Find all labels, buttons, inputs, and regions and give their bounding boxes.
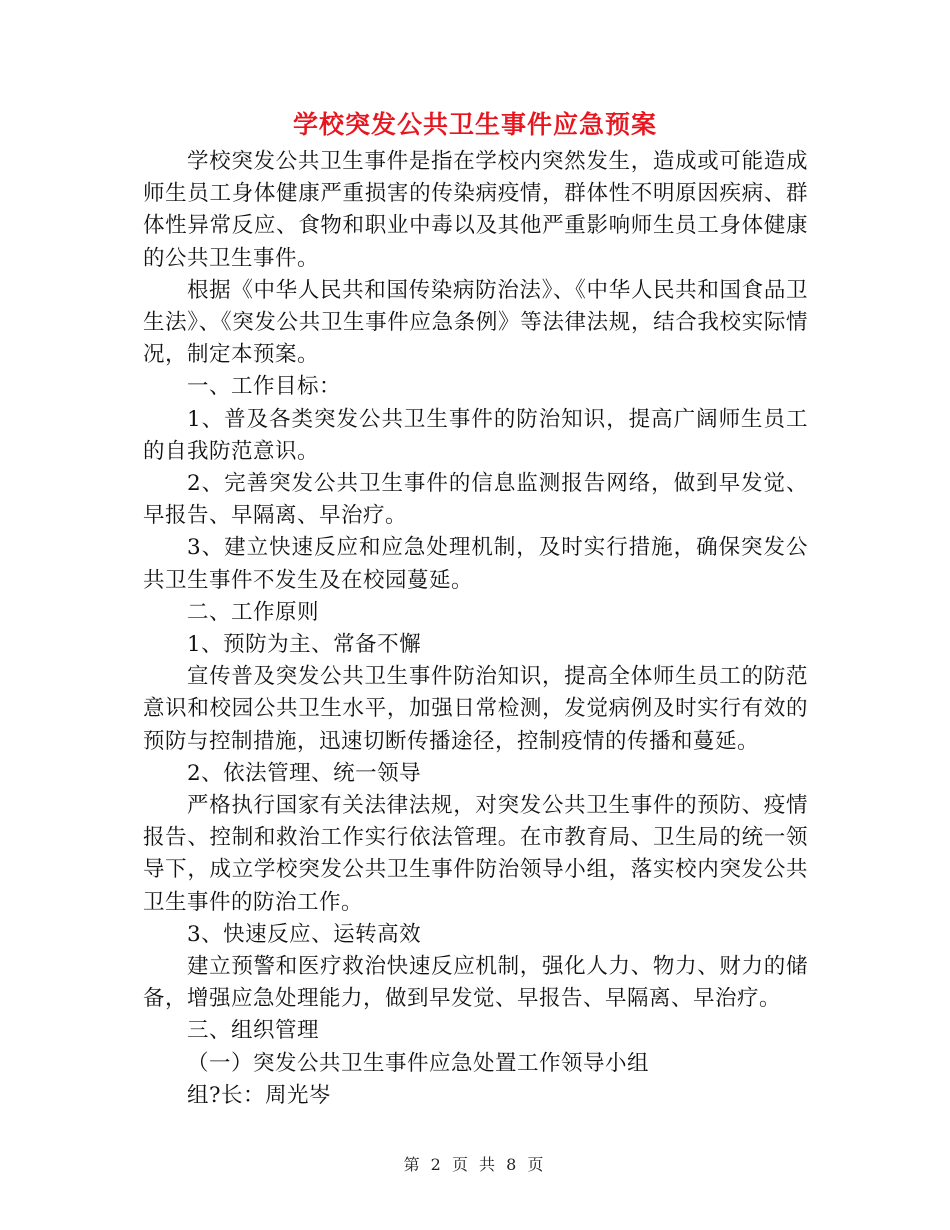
subheading-leadership-group: （一）突发公共卫生事件应急处置工作领导小组 — [187, 1050, 650, 1076]
document-body — [143, 146, 808, 1112]
paragraph-group-leader: 组?长：周光岑 — [187, 1082, 332, 1108]
paragraph-goal-2: 2、完善突发公共卫生事件的信息监测报告网络，做到早发觉、早报告、早隔离、早治疗。 — [143, 471, 808, 529]
paragraph-goal-1: 1、普及各类突发公共卫生事件的防治知识，提高广阔师生员工的自我防范意识。 — [143, 406, 808, 464]
section-heading-organization: 三、组织管理 — [187, 1018, 320, 1044]
subheading-principle-1: 1、预防为主、常备不懈 — [187, 632, 422, 658]
paragraph-legal-basis: 根据《中华人民共和国传染病防治法》、《中华人民共和国食品卫生法》、《突发公共卫生事件应急条例》等法律法规，结合我校实际情况，制定本预案。 — [143, 277, 808, 368]
paragraph-goal-3: 3、建立快速反应和应急处理机制，及时实行措施，确保突发公共卫生事件不发生及在校园蔓延。 — [143, 535, 808, 593]
paragraph-principle-3: 建立预警和医疗救治快速反应机制，强化人力、物力、财力的储备，增强应急处理能力，做到早发觉、早报告、早隔离、早治疗。 — [143, 954, 808, 1012]
section-heading-principles: 二、工作原则 — [187, 599, 320, 625]
subheading-principle-3: 3、快速反应、运转高效 — [187, 921, 422, 947]
paragraph-definition: 学校突发公共卫生事件是指在学校内突然发生，造成或可能造成师生员工身体健康严重损害的传染病疫情，群体性不明原因疾病、群体性异常反应、食物和职业中毒以及其他严重影响师生员工身体健康的公共卫生事件。 — [143, 149, 808, 271]
document-title: 学校突发公共卫生事件应急预案 — [292, 110, 657, 139]
subheading-principle-2: 2、依法管理、统一领导 — [187, 760, 422, 786]
paragraph-principle-1: 宣传普及突发公共卫生事件防治知识，提高全体师生员工的防范意识和校园公共卫生水平，加强日常检测，发觉病例及时实行有效的预防与控制措施，迅速切断传播途径，控制疫情的传播和蔓延。 — [143, 664, 808, 754]
page-number-footer: 第 2 页 共 8 页 — [403, 1155, 547, 1174]
section-heading-goals: 一、工作目标： — [187, 374, 342, 400]
paragraph-principle-2: 严格执行国家有关法律法规，对突发公共卫生事件的预防、疫情报告、控制和救治工作实行依法管理。在市教育局、卫生局的统一领导下，成立学校突发公共卫生事件防治领导小组，落实校内突发公共卫生事件的防治工作。 — [143, 793, 808, 915]
